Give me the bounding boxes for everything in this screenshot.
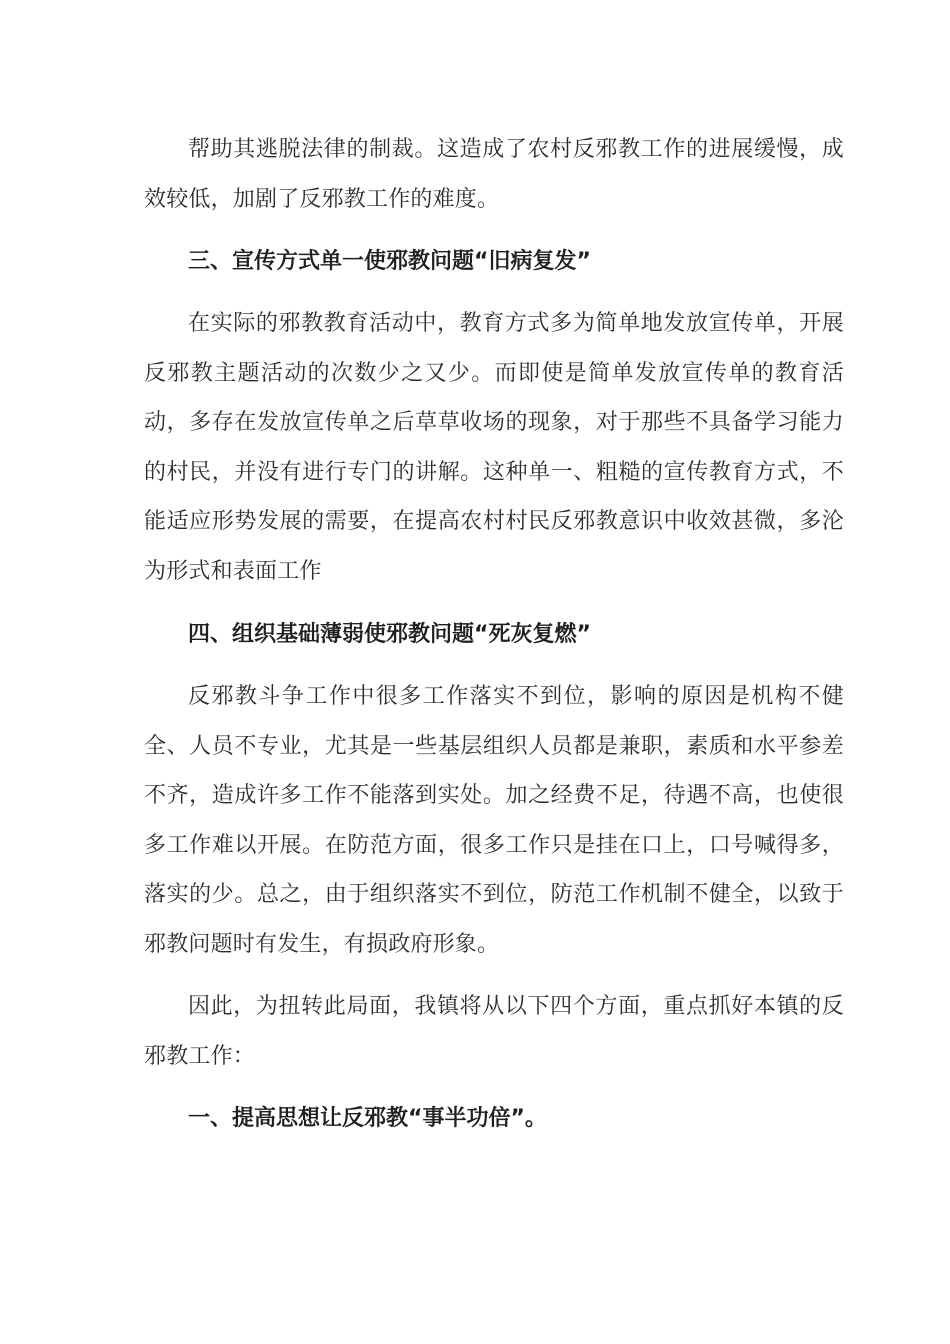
section-heading-three: 三、宣传方式单一使邪教问题“旧病复发” — [188, 249, 591, 274]
section-heading-four: 四、组织基础薄弱使邪教问题“死灰复燃” — [188, 622, 591, 647]
paragraph-conclusion: 因此，为扭转此局面，我镇将从以下四个方面，重点抓好本镇的反邪教工作： — [144, 994, 844, 1069]
paragraph-continuation: 帮助其逃脱法律的制裁。这造成了农村反邪教工作的进展缓慢，成效较低，加剧了反邪教工作的难度。 — [144, 137, 844, 212]
section-heading-one: 一、提高思想让反邪教“事半功倍”。 — [188, 1106, 547, 1131]
paragraph-organization-weakness: 反邪教斗争工作中很多工作落实不到位，影响的原因是机构不健全、人员不专业，尤其是一些基层组织人员都是兼职，素质和水平参差不齐，造成许多工作不能落到实处。加之经费不足，待遇不高，也使很多工作难以开展。在防范方面，很多工作只是挂在口上，口号喊得多，落实的少。总之，由于组织落实不到位，防范工作机制不健全，以致于邪教问题时有发生，有损政府形象。 — [144, 684, 844, 957]
paragraph-propaganda-methods: 在实际的邪教教育活动中，教育方式多为简单地发放宣传单，开展反邪教主题活动的次数少之又少。而即使是简单发放宣传单的教育活动，多存在发放宣传单之后草草收场的现象，对于那些不具备学习能力的村民，并没有进行专门的讲解。这种单一、粗糙的宣传教育方式，不能适应形势发展的需要，在提高农村村民反邪教意识中收效甚微，多沦为形式和表面工作 — [144, 311, 844, 584]
